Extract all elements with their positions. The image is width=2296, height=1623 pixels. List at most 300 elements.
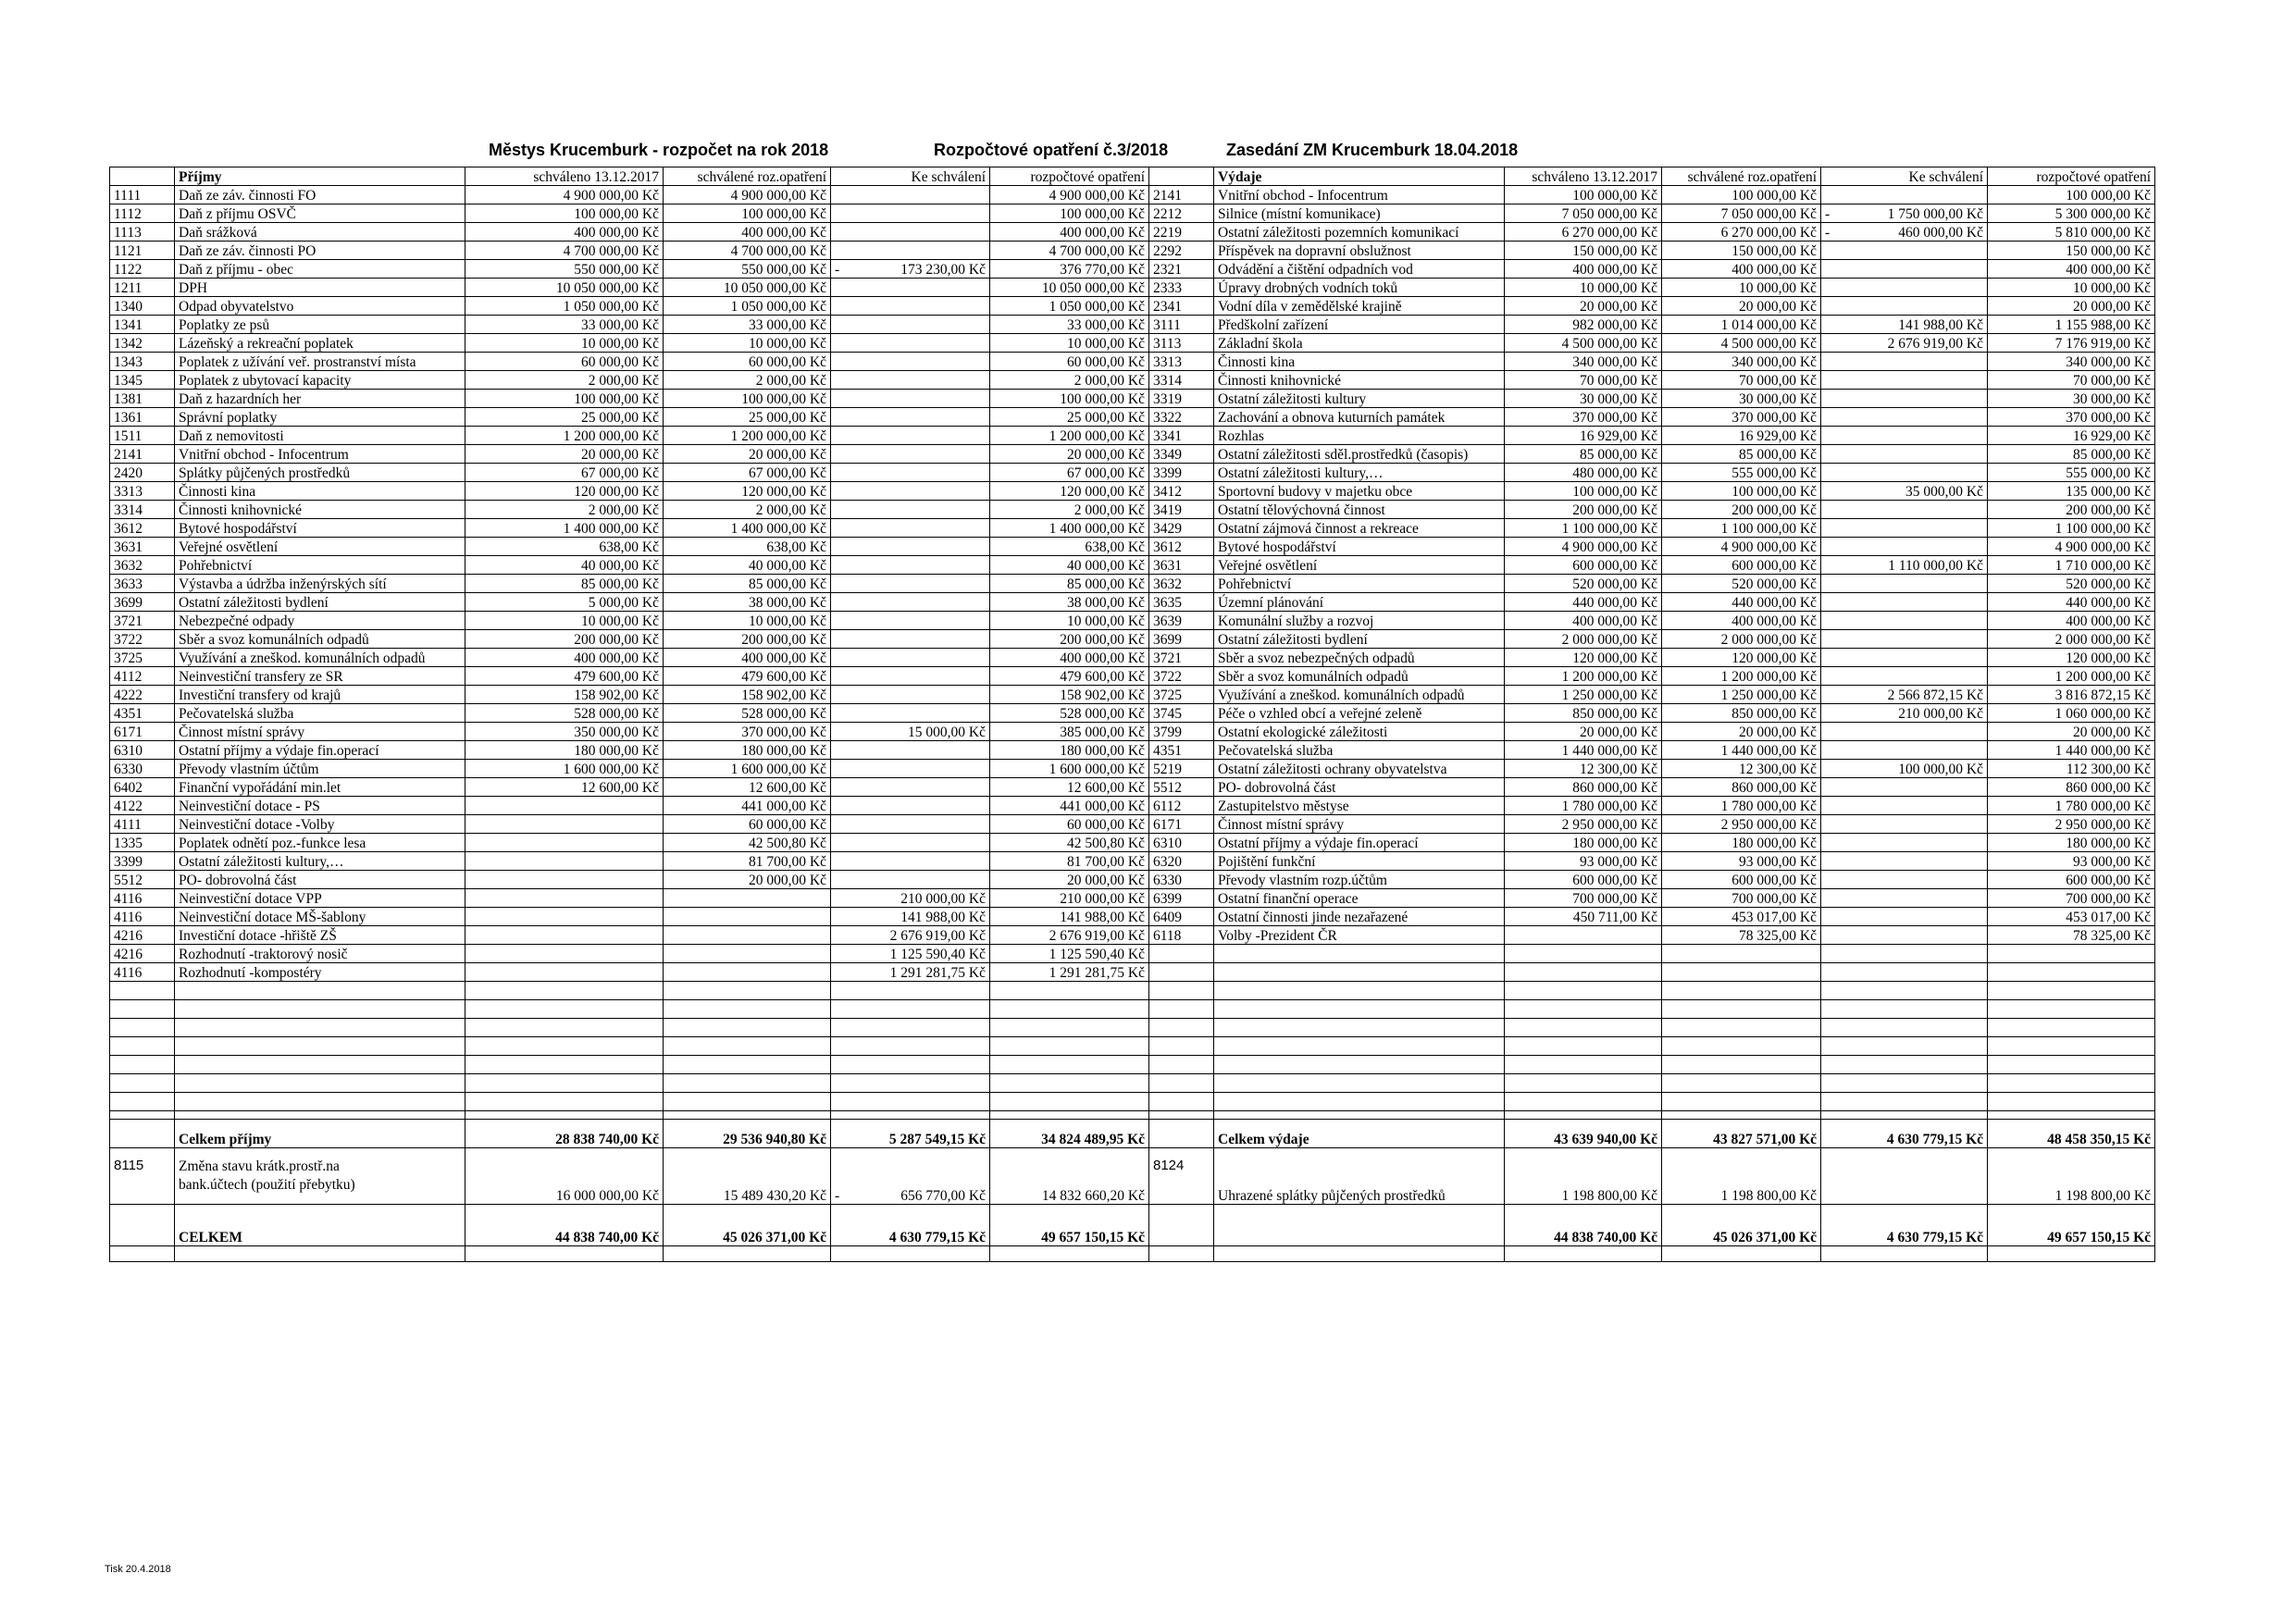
income-to-approve [831, 667, 990, 686]
income-approved-adj: 60 000,00 Kč [664, 815, 831, 834]
expense-name: Ostatní záležitosti sděl.prostředků (časopis) [1214, 445, 1505, 464]
income-name: Ostatní záležitosti bydlení [175, 593, 465, 612]
income-measure: 10 000,00 Kč [990, 334, 1149, 353]
to-approve-header: Ke schválení [1821, 167, 1988, 186]
income-to-approve [831, 501, 990, 519]
income-approved: 5 000,00 Kč [465, 593, 664, 612]
expense-approved: 370 000,00 Kč [1505, 408, 1662, 427]
empty-row [110, 1019, 2155, 1037]
income-to-approve [831, 186, 990, 204]
income-approved-adj: 10 000,00 Kč [664, 334, 831, 353]
financing-expense-approved: 1 198 800,00 Kč [1505, 1148, 1662, 1205]
income-header: Příjmy [175, 167, 465, 186]
income-code: 4222 [110, 686, 175, 704]
income-measure: 441 000,00 Kč [990, 797, 1149, 815]
income-code: 3725 [110, 649, 175, 667]
financing-income-approved: 16 000 000,00 Kč [465, 1148, 664, 1205]
expense-approved: 850 000,00 Kč [1505, 704, 1662, 723]
table-row [110, 704, 2155, 723]
expense-approved: 30 000,00 Kč [1505, 390, 1662, 408]
table-row [110, 519, 2155, 538]
expense-approved-adj: 100 000,00 Kč [1662, 186, 1821, 204]
expense-to-approve: 141 988,00 Kč [1821, 316, 1988, 334]
expense-measure: 120 000,00 Kč [1988, 649, 2155, 667]
expense-code: 5512 [1149, 778, 1214, 797]
meeting-title: Zasedání ZM Krucemburk 18.04.2018 [1226, 141, 1519, 159]
expense-approved-adj: 6 270 000,00 Kč [1662, 223, 1821, 242]
expense-approved: 120 000,00 Kč [1505, 649, 1662, 667]
expense-measure: 2 950 000,00 Kč [1988, 815, 2155, 834]
table-row [110, 723, 2155, 741]
expense-approved: 2 950 000,00 Kč [1505, 815, 1662, 834]
expense-name: Vodní díla v zemědělské krajině [1214, 297, 1505, 316]
income-to-approve: 1 291 281,75 Kč [831, 963, 990, 982]
expense-code: 3341 [1149, 427, 1214, 445]
income-to-approve: 141 988,00 Kč [831, 908, 990, 926]
expense-approved: 860 000,00 Kč [1505, 778, 1662, 797]
empty-row [110, 1246, 2155, 1262]
empty-row [110, 1000, 2155, 1019]
income-to-approve [831, 630, 990, 649]
income-approved-adj: 158 902,00 Kč [664, 686, 831, 704]
financing-income-name: Změna stavu krátk.prostř.na bank.účtech (použití přebytku) [175, 1148, 465, 1205]
expense-measure: 440 000,00 Kč [1988, 593, 2155, 612]
expense-measure: 7 176 919,00 Kč [1988, 334, 2155, 353]
expense-name: Ostatní činnosti jinde nezařazené [1214, 908, 1505, 926]
to-approve-header: Ke schválení [831, 167, 990, 186]
table-row [110, 871, 2155, 889]
expense-approved-adj: 700 000,00 Kč [1662, 889, 1821, 908]
income-measure: 33 000,00 Kč [990, 316, 1149, 334]
expense-code: 3412 [1149, 482, 1214, 501]
income-name: Činnosti knihovnické [175, 501, 465, 519]
income-measure: 25 000,00 Kč [990, 408, 1149, 427]
expense-approved: 16 929,00 Kč [1505, 427, 1662, 445]
expense-name: Ostatní zájmová činnost a rekreace [1214, 519, 1505, 538]
expense-code: 3721 [1149, 649, 1214, 667]
income-to-approve [831, 871, 990, 889]
grand-total-row [110, 1205, 2155, 1246]
expense-to-approve [1821, 630, 1988, 649]
expense-measure: 78 325,00 Kč [1988, 926, 2155, 945]
income-name: Splátky půjčených prostředků [175, 464, 465, 482]
expense-approved: 12 300,00 Kč [1505, 760, 1662, 778]
expense-code: 3725 [1149, 686, 1214, 704]
income-approved: 400 000,00 Kč [465, 649, 664, 667]
expense-measure: 1 780 000,00 Kč [1988, 797, 2155, 815]
income-approved [465, 797, 664, 815]
expense-to-approve [1821, 538, 1988, 556]
table-row [110, 501, 2155, 519]
income-approved: 1 400 000,00 Kč [465, 519, 664, 538]
income-measure: 2 676 919,00 Kč [990, 926, 1149, 945]
budget-measure-header: rozpočtové opatření [990, 167, 1149, 186]
income-code: 3399 [110, 852, 175, 871]
expense-approved: 1 200 000,00 Kč [1505, 667, 1662, 686]
expense-measure: 30 000,00 Kč [1988, 390, 2155, 408]
income-measure: 400 000,00 Kč [990, 223, 1149, 242]
expense-code: 3399 [1149, 464, 1214, 482]
expense-code: 6320 [1149, 852, 1214, 871]
income-approved: 528 000,00 Kč [465, 704, 664, 723]
expense-approved-adj: 7 050 000,00 Kč [1662, 204, 1821, 223]
expense-code: 3111 [1149, 316, 1214, 334]
expense-measure: 10 000,00 Kč [1988, 279, 2155, 297]
expense-approved: 1 780 000,00 Kč [1505, 797, 1662, 815]
expense-approved-adj: 400 000,00 Kč [1662, 612, 1821, 630]
expense-measure: 16 929,00 Kč [1988, 427, 2155, 445]
expense-to-approve [1821, 279, 1988, 297]
income-to-approve [831, 778, 990, 797]
income-name: Poplatek z ubytovací kapacity [175, 371, 465, 390]
income-measure: 67 000,00 Kč [990, 464, 1149, 482]
expense-approved-adj: 400 000,00 Kč [1662, 260, 1821, 279]
expense-approved: 100 000,00 Kč [1505, 482, 1662, 501]
income-name: Výstavba a údržba inženýrských sítí [175, 575, 465, 593]
expense-approved-adj: 70 000,00 Kč [1662, 371, 1821, 390]
income-code: 1345 [110, 371, 175, 390]
document-title-line [0, 141, 2296, 163]
income-code: 1340 [110, 297, 175, 316]
expense-to-approve: 210 000,00 Kč [1821, 704, 1988, 723]
income-code: 3721 [110, 612, 175, 630]
expense-name: Sběr a svoz nebezpečných odpadů [1214, 649, 1505, 667]
income-code: 3631 [110, 538, 175, 556]
expense-approved: 180 000,00 Kč [1505, 834, 1662, 852]
income-measure: 158 902,00 Kč [990, 686, 1149, 704]
expense-approved: 2 000 000,00 Kč [1505, 630, 1662, 649]
expense-to-approve [1821, 242, 1988, 260]
expense-approved: 4 900 000,00 Kč [1505, 538, 1662, 556]
income-measure: 10 050 000,00 Kč [990, 279, 1149, 297]
income-approved-adj: 20 000,00 Kč [664, 445, 831, 464]
income-measure: 528 000,00 Kč [990, 704, 1149, 723]
income-approved-adj: 10 050 000,00 Kč [664, 279, 831, 297]
expense-code: 4351 [1149, 741, 1214, 760]
expense-approved: 440 000,00 Kč [1505, 593, 1662, 612]
income-name: Pohřebnictví [175, 556, 465, 575]
expense-measure: 180 000,00 Kč [1988, 834, 2155, 852]
income-code: 1121 [110, 242, 175, 260]
income-approved-adj: 85 000,00 Kč [664, 575, 831, 593]
expense-to-approve [1821, 593, 1988, 612]
grand-income-approved-adj: 45 026 371,00 Kč [664, 1205, 831, 1246]
income-approved-adj: 1 200 000,00 Kč [664, 427, 831, 445]
income-approved-adj: 42 500,80 Kč [664, 834, 831, 852]
expense-code: 6409 [1149, 908, 1214, 926]
table-row [110, 926, 2155, 945]
income-code: 3314 [110, 501, 175, 519]
expense-name: Pojištění funkční [1214, 852, 1505, 871]
expense-code: 2219 [1149, 223, 1214, 242]
income-measure: 12 600,00 Kč [990, 778, 1149, 797]
expense-to-approve: 2 566 872,15 Kč [1821, 686, 1988, 704]
expense-measure [1988, 963, 2155, 982]
income-name: DPH [175, 279, 465, 297]
income-code: 3633 [110, 575, 175, 593]
expense-name: Sběr a svoz komunálních odpadů [1214, 667, 1505, 686]
income-to-approve [831, 482, 990, 501]
expense-name: Volby -Prezident ČR [1214, 926, 1505, 945]
expense-to-approve: 1 110 000,00 Kč [1821, 556, 1988, 575]
expense-approved: 520 000,00 Kč [1505, 575, 1662, 593]
income-approved: 400 000,00 Kč [465, 223, 664, 242]
income-approved: 120 000,00 Kč [465, 482, 664, 501]
empty-row [110, 1056, 2155, 1074]
budget-measure-title: Rozpočtové opatření č.3/2018 [934, 141, 1169, 159]
table-row [110, 667, 2155, 686]
income-to-approve [831, 408, 990, 427]
income-code: 4111 [110, 815, 175, 834]
income-measure: 38 000,00 Kč [990, 593, 1149, 612]
income-to-approve [831, 204, 990, 223]
expense-name [1214, 963, 1505, 982]
expense-measure: 1 710 000,00 Kč [1988, 556, 2155, 575]
table-row [110, 242, 2155, 260]
income-code: 5512 [110, 871, 175, 889]
expense-approved: 1 100 000,00 Kč [1505, 519, 1662, 538]
income-measure: 2 000,00 Kč [990, 501, 1149, 519]
expense-approved: 450 711,00 Kč [1505, 908, 1662, 926]
grand-income-measure: 49 657 150,15 Kč [990, 1205, 1149, 1246]
expense-approved-adj: 120 000,00 Kč [1662, 649, 1821, 667]
income-code: 1343 [110, 353, 175, 371]
table-row [110, 408, 2155, 427]
grand-income-approved: 44 838 740,00 Kč [465, 1205, 664, 1246]
income-approved [465, 963, 664, 982]
expense-approved-adj: 2 950 000,00 Kč [1662, 815, 1821, 834]
income-code: 1381 [110, 390, 175, 408]
expense-to-approve [1821, 908, 1988, 926]
income-to-approve: - 173 230,00 Kč [831, 260, 990, 279]
expense-approved: 1 440 000,00 Kč [1505, 741, 1662, 760]
expense-approved-adj: 600 000,00 Kč [1662, 871, 1821, 889]
expense-measure: 370 000,00 Kč [1988, 408, 2155, 427]
totals-row [110, 1120, 2155, 1148]
expense-approved: 100 000,00 Kč [1505, 186, 1662, 204]
expense-measure: 555 000,00 Kč [1988, 464, 2155, 482]
expense-approved-adj: 78 325,00 Kč [1662, 926, 1821, 945]
expense-approved-adj: 1 200 000,00 Kč [1662, 667, 1821, 686]
income-approved-adj: 200 000,00 Kč [664, 630, 831, 649]
expense-approved-adj [1662, 945, 1821, 963]
expense-name: Pečovatelská služba [1214, 741, 1505, 760]
income-total-approved: 28 838 740,00 Kč [465, 1120, 664, 1148]
income-measure: 60 000,00 Kč [990, 353, 1149, 371]
income-to-approve [831, 760, 990, 778]
grand-income-to-approve: 4 630 779,15 Kč [831, 1205, 990, 1246]
expense-approved: 4 500 000,00 Kč [1505, 334, 1662, 353]
expense-name: Ostatní finanční operace [1214, 889, 1505, 908]
expense-total-approved-adj: 43 827 571,00 Kč [1662, 1120, 1821, 1148]
income-measure: 1 050 000,00 Kč [990, 297, 1149, 316]
expense-approved-adj: 600 000,00 Kč [1662, 556, 1821, 575]
expense-approved: 10 000,00 Kč [1505, 279, 1662, 297]
income-measure: 210 000,00 Kč [990, 889, 1149, 908]
expense-name: Ostatní ekologické záležitosti [1214, 723, 1505, 741]
income-to-approve [831, 371, 990, 390]
expense-to-approve [1821, 723, 1988, 741]
expense-measure: 453 017,00 Kč [1988, 908, 2155, 926]
income-approved: 12 600,00 Kč [465, 778, 664, 797]
expense-approved-adj: 93 000,00 Kč [1662, 852, 1821, 871]
expense-approved-adj: 1 780 000,00 Kč [1662, 797, 1821, 815]
expense-name: Rozhlas [1214, 427, 1505, 445]
income-approved: 638,00 Kč [465, 538, 664, 556]
income-name: Převody vlastním účtům [175, 760, 465, 778]
financing-expense-name: Uhrazené splátky půjčených prostředků [1214, 1148, 1505, 1205]
budget-measure-header: rozpočtové opatření [1988, 167, 2155, 186]
expense-code: 6399 [1149, 889, 1214, 908]
income-to-approve [831, 741, 990, 760]
expense-to-approve [1821, 501, 1988, 519]
income-name: Daň z příjmu OSVČ [175, 204, 465, 223]
income-to-approve [831, 223, 990, 242]
income-code: 6310 [110, 741, 175, 760]
expense-to-approve [1821, 575, 1988, 593]
income-approved: 100 000,00 Kč [465, 204, 664, 223]
expense-name: Zachování a obnova kuturních památek [1214, 408, 1505, 427]
income-measure: 85 000,00 Kč [990, 575, 1149, 593]
income-approved-adj: 4 700 000,00 Kč [664, 242, 831, 260]
expense-measure: 150 000,00 Kč [1988, 242, 2155, 260]
column-header-row [110, 167, 2155, 186]
expense-to-approve [1821, 519, 1988, 538]
table-row [110, 593, 2155, 612]
income-measure: 141 988,00 Kč [990, 908, 1149, 926]
income-approved-adj: 479 600,00 Kč [664, 667, 831, 686]
expense-code: 6171 [1149, 815, 1214, 834]
expense-approved [1505, 945, 1662, 963]
income-approved [465, 871, 664, 889]
income-approved-adj: 12 600,00 Kč [664, 778, 831, 797]
income-approved-adj: 2 000,00 Kč [664, 501, 831, 519]
income-measure: 638,00 Kč [990, 538, 1149, 556]
income-to-approve: 210 000,00 Kč [831, 889, 990, 908]
expense-approved-adj: 85 000,00 Kč [1662, 445, 1821, 464]
income-approved: 2 000,00 Kč [465, 371, 664, 390]
income-total-label: Celkem příjmy [175, 1120, 465, 1148]
expense-measure: 340 000,00 Kč [1988, 353, 2155, 371]
income-name: Bytové hospodářství [175, 519, 465, 538]
expense-name: Ostatní záležitosti bydlení [1214, 630, 1505, 649]
expense-approved-adj: 555 000,00 Kč [1662, 464, 1821, 482]
table-row [110, 316, 2155, 334]
income-name: Správní poplatky [175, 408, 465, 427]
expense-measure: 3 816 872,15 Kč [1988, 686, 2155, 704]
expense-measure: 135 000,00 Kč [1988, 482, 2155, 501]
income-to-approve [831, 279, 990, 297]
expense-to-approve [1821, 260, 1988, 279]
table-row [110, 445, 2155, 464]
income-total-to-approve: 5 287 549,15 Kč [831, 1120, 990, 1148]
income-code: 1361 [110, 408, 175, 427]
income-code: 2141 [110, 445, 175, 464]
income-name: Činnosti kina [175, 482, 465, 501]
table-row [110, 464, 2155, 482]
income-to-approve [831, 353, 990, 371]
income-code: 4116 [110, 963, 175, 982]
income-name: Využívání a zneškod. komunálních odpadů [175, 649, 465, 667]
income-measure: 42 500,80 Kč [990, 834, 1149, 852]
expense-approved-adj: 150 000,00 Kč [1662, 242, 1821, 260]
income-to-approve [831, 834, 990, 852]
income-measure: 479 600,00 Kč [990, 667, 1149, 686]
financing-income-approved-adj: 15 489 430,20 Kč [664, 1148, 831, 1205]
expense-name: Silnice (místní komunikace) [1214, 204, 1505, 223]
expense-to-approve [1821, 186, 1988, 204]
income-code: 1211 [110, 279, 175, 297]
expense-name: Využívání a zneškod. komunálních odpadů [1214, 686, 1505, 704]
table-row [110, 482, 2155, 501]
income-approved: 2 000,00 Kč [465, 501, 664, 519]
income-approved: 100 000,00 Kč [465, 390, 664, 408]
income-code: 1511 [110, 427, 175, 445]
expense-to-approve [1821, 741, 1988, 760]
expense-name: Ostatní záležitosti kultury,… [1214, 464, 1505, 482]
income-approved-adj [664, 889, 831, 908]
expense-approved-adj: 200 000,00 Kč [1662, 501, 1821, 519]
expense-name: Zastupitelstvo městyse [1214, 797, 1505, 815]
table-row [110, 945, 2155, 963]
income-name: Odpad obyvatelstvo [175, 297, 465, 316]
expense-name: Komunální služby a rozvoj [1214, 612, 1505, 630]
income-code: 3313 [110, 482, 175, 501]
income-approved-adj: 33 000,00 Kč [664, 316, 831, 334]
income-to-approve [831, 704, 990, 723]
income-measure: 10 000,00 Kč [990, 612, 1149, 630]
table-row [110, 353, 2155, 371]
expense-code: 3631 [1149, 556, 1214, 575]
expense-to-approve [1821, 834, 1988, 852]
income-code: 4112 [110, 667, 175, 686]
empty-row [110, 1111, 2155, 1120]
table-row [110, 889, 2155, 908]
income-approved-adj: 38 000,00 Kč [664, 593, 831, 612]
empty-row [110, 1093, 2155, 1111]
expense-approved: 700 000,00 Kč [1505, 889, 1662, 908]
expense-to-approve [1821, 852, 1988, 871]
income-approved: 20 000,00 Kč [465, 445, 664, 464]
income-name: Nebezpečné odpady [175, 612, 465, 630]
expense-approved-adj: 440 000,00 Kč [1662, 593, 1821, 612]
expense-measure: 1 060 000,00 Kč [1988, 704, 2155, 723]
income-name: PO- dobrovolná část [175, 871, 465, 889]
income-to-approve: 2 676 919,00 Kč [831, 926, 990, 945]
grand-expense-to-approve: 4 630 779,15 Kč [1821, 1205, 1988, 1246]
table-row [110, 427, 2155, 445]
income-code: 3612 [110, 519, 175, 538]
expense-code: 2341 [1149, 297, 1214, 316]
income-approved [465, 945, 664, 963]
expense-code: 6310 [1149, 834, 1214, 852]
expense-to-approve [1821, 926, 1988, 945]
expense-approved-adj: 30 000,00 Kč [1662, 390, 1821, 408]
income-measure: 180 000,00 Kč [990, 741, 1149, 760]
expense-approved: 6 270 000,00 Kč [1505, 223, 1662, 242]
expense-to-approve: 35 000,00 Kč [1821, 482, 1988, 501]
income-approved: 1 200 000,00 Kč [465, 427, 664, 445]
expense-to-approve [1821, 297, 1988, 316]
income-to-approve [831, 852, 990, 871]
income-code: 1122 [110, 260, 175, 279]
income-approved: 479 600,00 Kč [465, 667, 664, 686]
income-approved-adj: 441 000,00 Kč [664, 797, 831, 815]
expense-approved [1505, 926, 1662, 945]
expense-to-approve: - 460 000,00 Kč [1821, 223, 1988, 242]
income-approved: 1 050 000,00 Kč [465, 297, 664, 316]
income-measure: 20 000,00 Kč [990, 445, 1149, 464]
